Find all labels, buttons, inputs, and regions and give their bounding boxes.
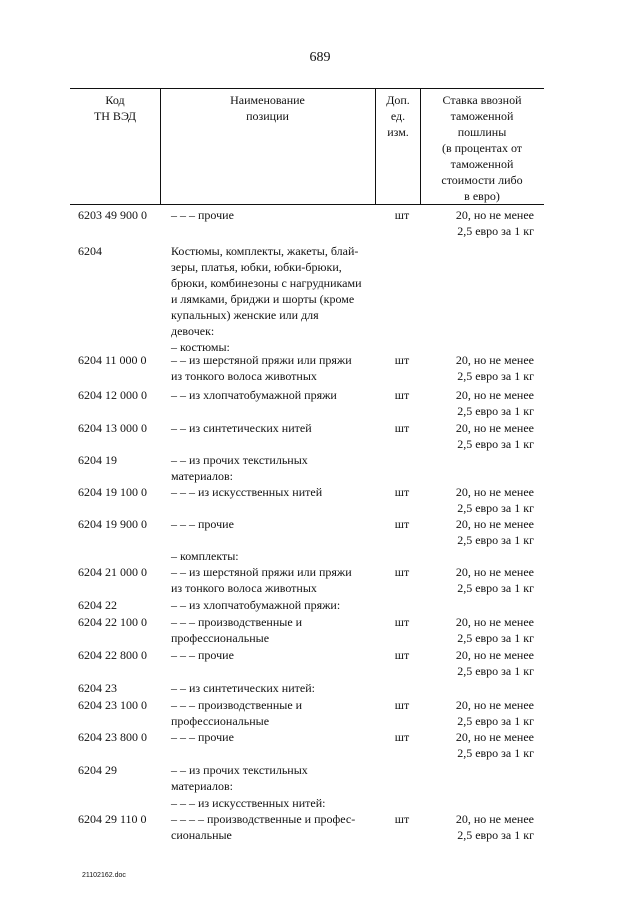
unit-cell: шт — [394, 730, 410, 744]
unit-cell: шт — [394, 698, 410, 712]
unit-cell: шт — [394, 208, 410, 222]
duty-rate: 20, но не менее 2,5 евро за 1 кг — [455, 421, 534, 451]
position-name: – – из шерстяной пряжи или пряжи из тонкого волоса животных — [171, 353, 352, 383]
tariff-code: 6204 22 100 0 — [78, 615, 147, 629]
position-name: – – – прочие — [171, 208, 234, 222]
tariff-code: 6204 19 100 0 — [78, 485, 147, 499]
duty-rate: 20, но не менее 2,5 евро за 1 кг — [455, 388, 534, 418]
unit-cell: шт — [394, 421, 410, 435]
duty-rate: 20, но не менее 2,5 евро за 1 кг — [455, 565, 534, 595]
header-name: Наименование позиции — [230, 93, 305, 123]
unit-cell: шт — [394, 648, 410, 662]
position-name: – – – прочие — [171, 730, 234, 744]
duty-rate: 20, но не менее 2,5 евро за 1 кг — [455, 730, 534, 760]
tariff-code: 6204 12 000 0 — [78, 388, 147, 402]
duty-rate: 20, но не менее 2,5 евро за 1 кг — [455, 698, 534, 728]
tariff-code: 6204 23 — [78, 681, 117, 695]
position-name: – комплекты: — [171, 549, 239, 563]
tariff-code: 6204 23 100 0 — [78, 698, 147, 712]
header-unit: Доп. ед. изм. — [386, 93, 410, 139]
tariff-code: 6204 22 — [78, 598, 117, 612]
position-name: – – из шерстяной пряжи или пряжи из тонкого волоса животных — [171, 565, 352, 595]
position-name: – – – производственные и профессиональные — [171, 698, 303, 728]
header-rate: Ставка ввозной таможенной пошлины (в процентах от таможенной стоимости либо в евро) — [441, 93, 523, 203]
unit-cell: шт — [394, 565, 410, 579]
position-name: – костюмы: — [171, 340, 230, 354]
tariff-code: 6204 — [78, 244, 102, 258]
position-name: – – – – производственные и профес- сиональные — [171, 812, 356, 842]
position-name: – – из хлопчатобумажной пряжи — [171, 388, 337, 402]
duty-rate: 20, но не менее 2,5 евро за 1 кг — [455, 208, 534, 238]
unit-cell: шт — [394, 388, 410, 402]
footer-filename: 21102162.doc — [82, 872, 126, 879]
tariff-code: 6204 29 — [78, 763, 117, 777]
tariff-code: 6204 22 800 0 — [78, 648, 147, 662]
position-name: – – из синтетических нитей: — [171, 681, 315, 695]
page-number: 689 — [309, 50, 331, 65]
tariff-code: 6204 23 800 0 — [78, 730, 147, 744]
col-divider-2 — [375, 88, 376, 204]
position-name: – – – прочие — [171, 648, 234, 662]
unit-cell: шт — [394, 485, 410, 499]
position-name: – – – из искусственных нитей — [171, 485, 323, 499]
header-code: Код ТН ВЭД — [93, 93, 137, 123]
duty-rate: 20, но не менее 2,5 евро за 1 кг — [455, 485, 534, 515]
duty-rate: 20, но не менее 2,5 евро за 1 кг — [455, 648, 534, 678]
duty-rate: 20, но не менее 2,5 евро за 1 кг — [455, 517, 534, 547]
col-divider-1 — [160, 88, 161, 204]
position-name: – – – из искусственных нитей: — [171, 796, 326, 810]
unit-cell: шт — [394, 812, 410, 826]
position-name: – – из хлопчатобумажной пряжи: — [171, 598, 341, 612]
position-name: – – из прочих текстильных материалов: — [171, 763, 308, 793]
duty-rate: 20, но не менее 2,5 евро за 1 кг — [455, 615, 534, 645]
unit-cell: шт — [394, 517, 410, 531]
duty-rate: 20, но не менее 2,5 евро за 1 кг — [455, 812, 534, 842]
tariff-code: 6204 21 000 0 — [78, 565, 147, 579]
tariff-code: 6204 19 900 0 — [78, 517, 147, 531]
tariff-code: 6204 13 000 0 — [78, 421, 147, 435]
unit-cell: шт — [394, 615, 410, 629]
position-name: – – – производственные и профессиональные — [171, 615, 303, 645]
duty-rate: 20, но не менее 2,5 евро за 1 кг — [455, 353, 534, 383]
tariff-code: 6204 11 000 0 — [78, 353, 147, 367]
header-bottom-rule — [70, 204, 544, 205]
position-name: – – из прочих текстильных материалов: — [171, 453, 308, 483]
position-name: Костюмы, комплекты, жакеты, блай- зеры, платья, юбки, юбки-брюки, брюки, комбинезоны с нагрудниками и лямками, бриджи и шорты (кроме купальных) женские или для девочек: — [171, 244, 362, 338]
tariff-code: 6203 49 900 0 — [78, 208, 147, 222]
tariff-code: 6204 29 110 0 — [78, 812, 147, 826]
position-name: – – – прочие — [171, 517, 234, 531]
position-name: – – из синтетических нитей — [171, 421, 312, 435]
table-top-rule — [70, 88, 544, 89]
unit-cell: шт — [394, 353, 410, 367]
tariff-code: 6204 19 — [78, 453, 117, 467]
col-divider-3 — [420, 88, 421, 204]
